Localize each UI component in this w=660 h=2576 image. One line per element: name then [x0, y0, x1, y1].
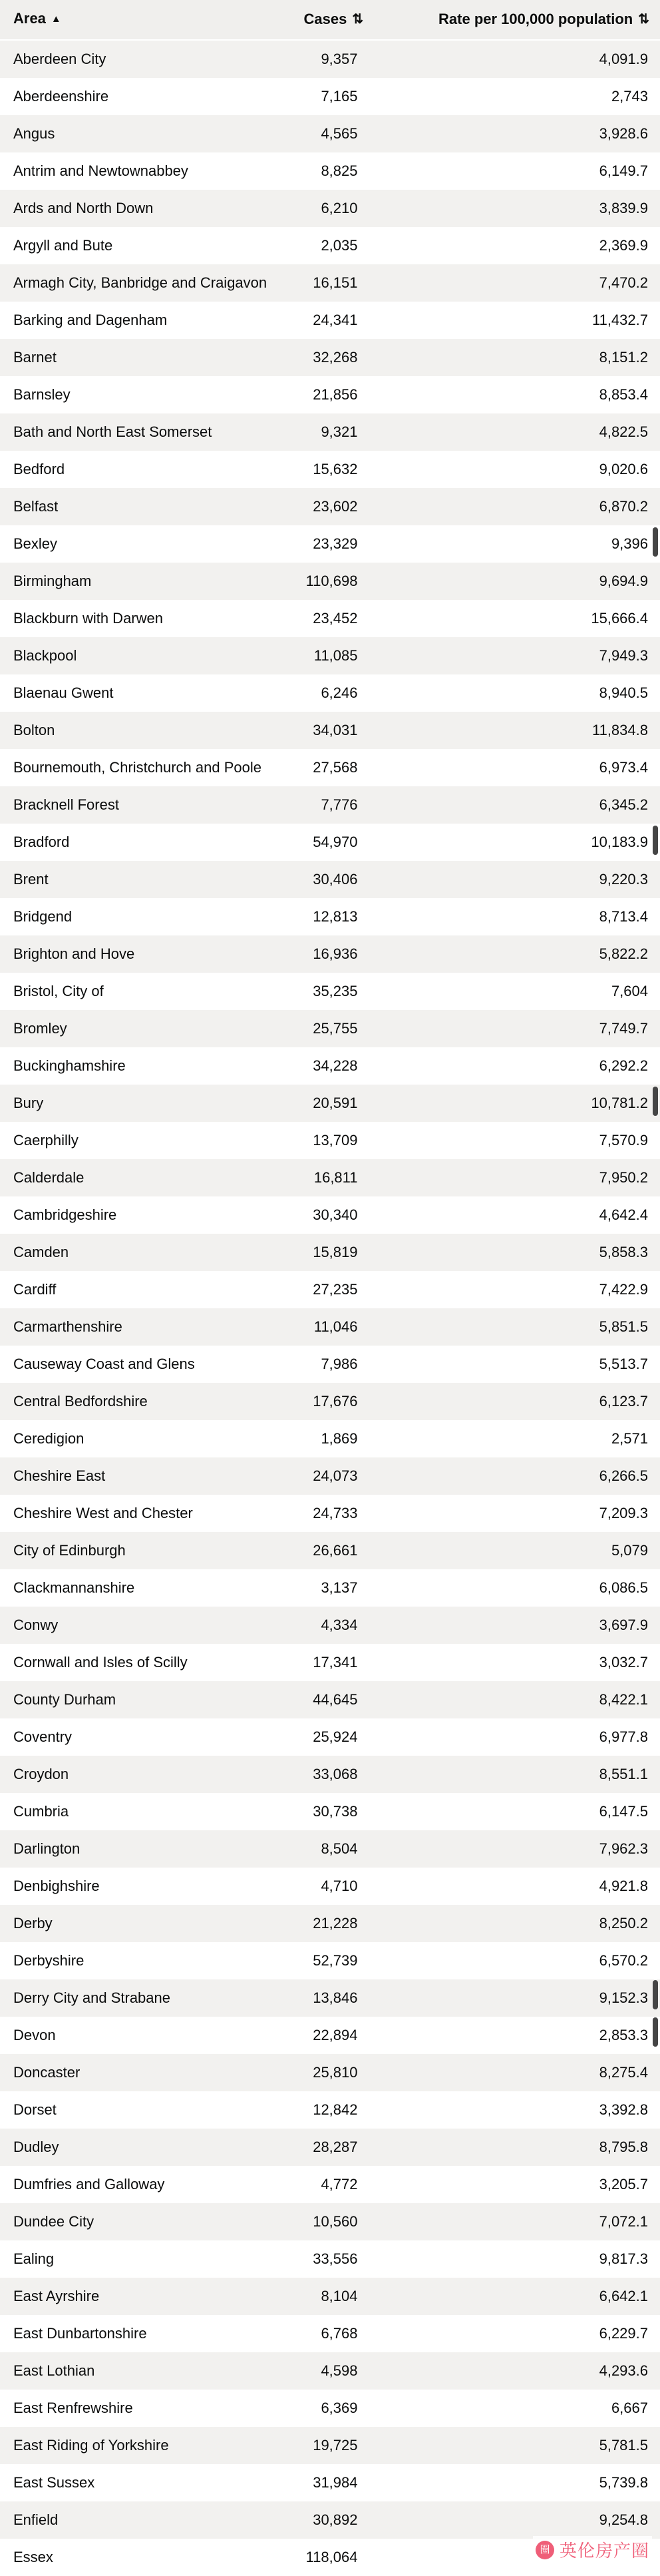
cases-cell: 15,632 [290, 451, 369, 488]
area-cell: East Lothian [0, 2352, 290, 2390]
rate-cell: 2,853.3 [370, 2017, 660, 2054]
rate-cell: 8,551.1 [370, 1756, 660, 1793]
rate-cell: 8,853.4 [370, 376, 660, 413]
rate-cell: 5,079 [370, 1532, 660, 1569]
cases-cell: 16,811 [290, 1159, 369, 1196]
area-cell: Antrim and Newtownabbey [0, 152, 290, 190]
table-row [0, 1905, 660, 1942]
area-cell: Cumbria [0, 1793, 290, 1830]
table-row [0, 973, 660, 1010]
cases-cell: 19,725 [290, 2427, 369, 2464]
table-row [0, 1346, 660, 1383]
cases-cell: 17,341 [290, 1644, 369, 1681]
cases-cell: 11,046 [290, 1308, 369, 1346]
area-cell: Blaenau Gwent [0, 674, 290, 712]
watermark-logo-icon: 圈 [536, 2541, 554, 2559]
table-row [0, 413, 660, 451]
area-cell: Bridgend [0, 898, 290, 935]
cases-cell: 23,602 [290, 488, 369, 525]
table-row [0, 2352, 660, 2390]
table-row [0, 1644, 660, 1681]
col-header-cases-label: Cases [303, 11, 347, 27]
table-row [0, 40, 660, 78]
table-row [0, 1569, 660, 1607]
table-row [0, 2166, 660, 2203]
cases-cell: 4,334 [290, 1607, 369, 1644]
cases-cell: 13,709 [290, 1122, 369, 1159]
cases-cell: 52,739 [290, 1942, 369, 1979]
table-row [0, 898, 660, 935]
rate-cell: 8,151.2 [370, 339, 660, 376]
rate-cell: 3,032.7 [370, 1644, 660, 1681]
table-row [0, 563, 660, 600]
table-row [0, 749, 660, 786]
cases-cell: 16,151 [290, 264, 369, 302]
rate-cell: 8,250.2 [370, 1905, 660, 1942]
rate-cell: 9,220.3 [370, 861, 660, 898]
cases-cell: 8,504 [290, 1830, 369, 1868]
rate-cell: 3,839.9 [370, 190, 660, 227]
table-row [0, 2315, 660, 2352]
table-row [0, 264, 660, 302]
col-header-area-label: Area [13, 10, 46, 27]
table-row [0, 302, 660, 339]
rate-cell: 5,781.5 [370, 2427, 660, 2464]
rate-cell: 10,183.9 [370, 824, 660, 861]
rate-cell: 2,571 [370, 1420, 660, 1457]
cases-cell: 32,268 [290, 339, 369, 376]
cases-cell: 26,661 [290, 1532, 369, 1569]
table-row [0, 1607, 660, 1644]
rate-cell: 9,817.3 [370, 2240, 660, 2278]
rate-cell: 4,091.9 [370, 40, 660, 78]
rate-cell: 6,973.4 [370, 749, 660, 786]
rate-cell: 9,694.9 [370, 563, 660, 600]
area-cell: Belfast [0, 488, 290, 525]
rate-cell: 6,266.5 [370, 1457, 660, 1495]
table-row [0, 2054, 660, 2091]
rate-cell: 9,396 [370, 525, 660, 563]
table-row [0, 2501, 660, 2539]
area-cell: Buckinghamshire [0, 1047, 290, 1085]
cases-cell: 7,165 [290, 78, 369, 115]
table-row [0, 525, 660, 563]
area-cell: City of Edinburgh [0, 1532, 290, 1569]
sort-both-icon: ⇅ [352, 11, 362, 28]
table-row [0, 674, 660, 712]
table-row [0, 2129, 660, 2166]
cases-cell: 27,568 [290, 749, 369, 786]
table-row [0, 786, 660, 824]
cases-cell: 24,073 [290, 1457, 369, 1495]
rate-cell: 6,345.2 [370, 786, 660, 824]
table-row [0, 339, 660, 376]
cases-cell: 31,984 [290, 2464, 369, 2501]
rate-cell: 6,292.2 [370, 1047, 660, 1085]
table-row [0, 712, 660, 749]
col-header-cases[interactable] [290, 0, 369, 40]
area-cell: Doncaster [0, 2054, 290, 2091]
cases-cell: 24,341 [290, 302, 369, 339]
cases-cell: 28,287 [290, 2129, 369, 2166]
rate-cell: 6,570.2 [370, 1942, 660, 1979]
table-row [0, 1196, 660, 1234]
area-cell: Darlington [0, 1830, 290, 1868]
area-cell: Central Bedfordshire [0, 1383, 290, 1420]
table-row [0, 2390, 660, 2427]
rate-cell: 5,851.5 [370, 1308, 660, 1346]
area-cell: Clackmannanshire [0, 1569, 290, 1607]
rate-cell: 8,422.1 [370, 1681, 660, 1718]
cases-cell: 20,591 [290, 1085, 369, 1122]
rate-cell: 8,940.5 [370, 674, 660, 712]
rate-cell: 3,392.8 [370, 2091, 660, 2129]
cases-cell: 9,357 [290, 40, 369, 78]
area-cell: Barnet [0, 339, 290, 376]
rate-cell: 7,749.7 [370, 1010, 660, 1047]
area-cell: Argyll and Bute [0, 227, 290, 264]
area-cell: Barnsley [0, 376, 290, 413]
rate-cell: 5,513.7 [370, 1346, 660, 1383]
rate-cell: 6,147.5 [370, 1793, 660, 1830]
rate-cell: 10,781.2 [370, 1085, 660, 1122]
cases-cell: 6,369 [290, 2390, 369, 2427]
rate-cell: 6,642.1 [370, 2278, 660, 2315]
rate-cell: 6,229.7 [370, 2315, 660, 2352]
area-cell: Brighton and Hove [0, 935, 290, 973]
table-row [0, 2240, 660, 2278]
cases-cell: 25,755 [290, 1010, 369, 1047]
cases-cell: 3,137 [290, 1569, 369, 1607]
area-cell: East Ayrshire [0, 2278, 290, 2315]
col-header-rate-label: Rate per 100,000 population [438, 11, 633, 27]
table-row [0, 861, 660, 898]
cases-cell: 110,698 [290, 563, 369, 600]
rate-cell: 4,822.5 [370, 413, 660, 451]
rate-cell: 4,642.4 [370, 1196, 660, 1234]
cases-cell: 33,068 [290, 1756, 369, 1793]
cases-cell: 30,892 [290, 2501, 369, 2539]
area-cell: Carmarthenshire [0, 1308, 290, 1346]
area-cell: Bradford [0, 824, 290, 861]
table-row [0, 1718, 660, 1756]
cases-cell: 30,340 [290, 1196, 369, 1234]
table-row [0, 637, 660, 674]
table-row [0, 190, 660, 227]
area-cell: Bromley [0, 1010, 290, 1047]
cases-cell: 23,452 [290, 600, 369, 637]
table-row [0, 1868, 660, 1905]
area-cell: Bexley [0, 525, 290, 563]
cases-cell: 23,329 [290, 525, 369, 563]
rate-cell: 3,205.7 [370, 2166, 660, 2203]
sort-both-icon: ⇅ [638, 11, 648, 28]
area-cell: Brent [0, 861, 290, 898]
rate-cell: 9,254.8 [370, 2501, 660, 2539]
rate-cell: 7,422.9 [370, 1271, 660, 1308]
area-cell: Bristol, City of [0, 973, 290, 1010]
cases-cell: 44,645 [290, 1681, 369, 1718]
table-row [0, 1830, 660, 1868]
rate-cell: 3,697.9 [370, 1607, 660, 1644]
col-header-area[interactable] [0, 0, 290, 40]
rate-cell: 11,432.7 [370, 302, 660, 339]
cases-cell: 30,738 [290, 1793, 369, 1830]
cases-cell: 2,035 [290, 227, 369, 264]
rate-cell: 7,570.9 [370, 1122, 660, 1159]
scrollbar-thumb-fragment[interactable] [653, 1087, 658, 1116]
cases-cell: 7,986 [290, 1346, 369, 1383]
cases-cell: 22,894 [290, 2017, 369, 2054]
table-row [0, 2203, 660, 2240]
cases-cell: 35,235 [290, 973, 369, 1010]
col-header-rate[interactable] [370, 0, 660, 40]
rate-cell: 6,667 [370, 2390, 660, 2427]
area-cell: Dumfries and Galloway [0, 2166, 290, 2203]
rate-cell: 9,020.6 [370, 451, 660, 488]
rate-cell: 5,739.8 [370, 2464, 660, 2501]
cases-cell: 25,810 [290, 2054, 369, 2091]
cases-cell: 12,842 [290, 2091, 369, 2129]
table-row [0, 2464, 660, 2501]
table-row [0, 1122, 660, 1159]
table-row [0, 1532, 660, 1569]
area-cell: Bath and North East Somerset [0, 413, 290, 451]
area-cell: Bolton [0, 712, 290, 749]
table-row [0, 1085, 660, 1122]
cases-cell: 15,819 [290, 1234, 369, 1271]
area-cell: Dorset [0, 2091, 290, 2129]
area-cell: Blackburn with Darwen [0, 600, 290, 637]
area-cell: Devon [0, 2017, 290, 2054]
area-cell: Armagh City, Banbridge and Craigavon [0, 264, 290, 302]
header-row [0, 0, 660, 40]
table-body [0, 40, 660, 2576]
cases-cell: 30,406 [290, 861, 369, 898]
area-cell: Coventry [0, 1718, 290, 1756]
cases-cell: 54,970 [290, 824, 369, 861]
rate-cell: 6,870.2 [370, 488, 660, 525]
area-cell: Derby [0, 1905, 290, 1942]
area-cell: Birmingham [0, 563, 290, 600]
cases-cell: 1,869 [290, 1420, 369, 1457]
watermark-text: 英伦房产圈 [560, 2537, 649, 2562]
area-cell: Aberdeen City [0, 40, 290, 78]
table-row [0, 1234, 660, 1271]
area-cell: Bedford [0, 451, 290, 488]
cases-cell: 13,846 [290, 1979, 369, 2017]
rate-cell: 2,369.9 [370, 227, 660, 264]
scrollbar-thumb-fragment[interactable] [653, 527, 658, 557]
cases-cell: 24,733 [290, 1495, 369, 1532]
area-cell: Bury [0, 1085, 290, 1122]
table-row [0, 227, 660, 264]
table-row [0, 824, 660, 861]
area-cell: Dundee City [0, 2203, 290, 2240]
cases-cell: 8,104 [290, 2278, 369, 2315]
rate-cell: 5,822.2 [370, 935, 660, 973]
area-cell: Conwy [0, 1607, 290, 1644]
rate-cell: 7,209.3 [370, 1495, 660, 1532]
cases-cell: 4,598 [290, 2352, 369, 2390]
area-cell: Denbighshire [0, 1868, 290, 1905]
area-cell: East Renfrewshire [0, 2390, 290, 2427]
watermark [533, 2536, 652, 2563]
table-row [0, 488, 660, 525]
area-cell: East Sussex [0, 2464, 290, 2501]
cases-cell: 12,813 [290, 898, 369, 935]
table-row [0, 2017, 660, 2054]
area-cell: Calderdale [0, 1159, 290, 1196]
rate-cell: 7,470.2 [370, 264, 660, 302]
table-row [0, 600, 660, 637]
area-cell: Dudley [0, 2129, 290, 2166]
area-cell: Ceredigion [0, 1420, 290, 1457]
area-cell: East Dunbartonshire [0, 2315, 290, 2352]
cases-cell: 6,210 [290, 190, 369, 227]
table-row [0, 115, 660, 152]
rate-cell: 4,921.8 [370, 1868, 660, 1905]
cases-cell: 118,064 [290, 2539, 369, 2576]
table-row [0, 1383, 660, 1420]
table-row [0, 1793, 660, 1830]
sort-ascending-icon: ▲ [51, 11, 61, 28]
rate-cell: 8,275.4 [370, 2054, 660, 2091]
area-cell: Croydon [0, 1756, 290, 1793]
table-row [0, 376, 660, 413]
rate-cell: 7,949.3 [370, 637, 660, 674]
scrollbar-thumb-fragment[interactable] [653, 826, 658, 855]
area-cell: Derry City and Strabane [0, 1979, 290, 2017]
area-cell: East Riding of Yorkshire [0, 2427, 290, 2464]
rate-cell: 7,962.3 [370, 1830, 660, 1868]
cases-cell: 27,235 [290, 1271, 369, 1308]
rate-cell: 6,123.7 [370, 1383, 660, 1420]
table-row [0, 2091, 660, 2129]
rate-cell: 6,086.5 [370, 1569, 660, 1607]
table-row [0, 2427, 660, 2464]
area-cell: Cardiff [0, 1271, 290, 1308]
table-row [0, 1495, 660, 1532]
table-row [0, 935, 660, 973]
cases-cell: 6,768 [290, 2315, 369, 2352]
rate-cell: 7,072.1 [370, 2203, 660, 2240]
area-cell: Cheshire West and Chester [0, 1495, 290, 1532]
cases-cell: 6,246 [290, 674, 369, 712]
table-row [0, 2278, 660, 2315]
table-row [0, 1159, 660, 1196]
area-cell: Aberdeenshire [0, 78, 290, 115]
cases-cell: 21,856 [290, 376, 369, 413]
area-cell: Bracknell Forest [0, 786, 290, 824]
scrollbar-thumb-fragment[interactable] [653, 2017, 658, 2047]
area-cell: Derbyshire [0, 1942, 290, 1979]
cases-cell: 7,776 [290, 786, 369, 824]
area-cell: Cambridgeshire [0, 1196, 290, 1234]
rate-cell: 8,795.8 [370, 2129, 660, 2166]
cases-cell: 25,924 [290, 1718, 369, 1756]
area-cell: Enfield [0, 2501, 290, 2539]
rate-cell: 5,858.3 [370, 1234, 660, 1271]
table-row [0, 1047, 660, 1085]
cases-cell: 17,676 [290, 1383, 369, 1420]
cases-cell: 34,228 [290, 1047, 369, 1085]
rate-cell: 3,928.6 [370, 115, 660, 152]
rate-cell: 6,977.8 [370, 1718, 660, 1756]
table-row [0, 152, 660, 190]
table-row [0, 1010, 660, 1047]
rate-cell: 4,293.6 [370, 2352, 660, 2390]
cases-cell: 11,085 [290, 637, 369, 674]
rate-cell: 8,713.4 [370, 898, 660, 935]
rate-cell: 9,152.3 [370, 1979, 660, 2017]
table-row [0, 1457, 660, 1495]
table-row [0, 1979, 660, 2017]
table-row [0, 1271, 660, 1308]
rate-cell: 6,149.7 [370, 152, 660, 190]
rate-cell: 7,604 [370, 973, 660, 1010]
table-row [0, 1942, 660, 1979]
cases-cell: 4,772 [290, 2166, 369, 2203]
area-cell: Ards and North Down [0, 190, 290, 227]
table-row [0, 1681, 660, 1718]
area-cell: Cornwall and Isles of Scilly [0, 1644, 290, 1681]
cases-cell: 34,031 [290, 712, 369, 749]
area-cell: Bournemouth, Christchurch and Poole [0, 749, 290, 786]
cases-cell: 4,565 [290, 115, 369, 152]
cases-cell: 4,710 [290, 1868, 369, 1905]
rate-cell: 7,950.2 [370, 1159, 660, 1196]
cases-cell: 10,560 [290, 2203, 369, 2240]
table-row [0, 451, 660, 488]
table-row [0, 1756, 660, 1793]
area-cell: Causeway Coast and Glens [0, 1346, 290, 1383]
table-row [0, 78, 660, 115]
cases-cell: 33,556 [290, 2240, 369, 2278]
area-cell: Blackpool [0, 637, 290, 674]
cases-cell: 9,321 [290, 413, 369, 451]
area-cell: Angus [0, 115, 290, 152]
cases-cell: 8,825 [290, 152, 369, 190]
area-cell: Barking and Dagenham [0, 302, 290, 339]
area-cell: Essex [0, 2539, 290, 2576]
cases-cell: 21,228 [290, 1905, 369, 1942]
scrollbar-thumb-fragment[interactable] [653, 1980, 658, 2009]
table-row [0, 1420, 660, 1457]
rate-cell: 2,743 [370, 78, 660, 115]
area-cell: Cheshire East [0, 1457, 290, 1495]
rate-cell: 15,666.4 [370, 600, 660, 637]
table-row [0, 1308, 660, 1346]
area-cell: Caerphilly [0, 1122, 290, 1159]
rate-cell: 11,834.8 [370, 712, 660, 749]
area-cell: Camden [0, 1234, 290, 1271]
area-cell: County Durham [0, 1681, 290, 1718]
area-cell: Ealing [0, 2240, 290, 2278]
cases-cell: 16,936 [290, 935, 369, 973]
